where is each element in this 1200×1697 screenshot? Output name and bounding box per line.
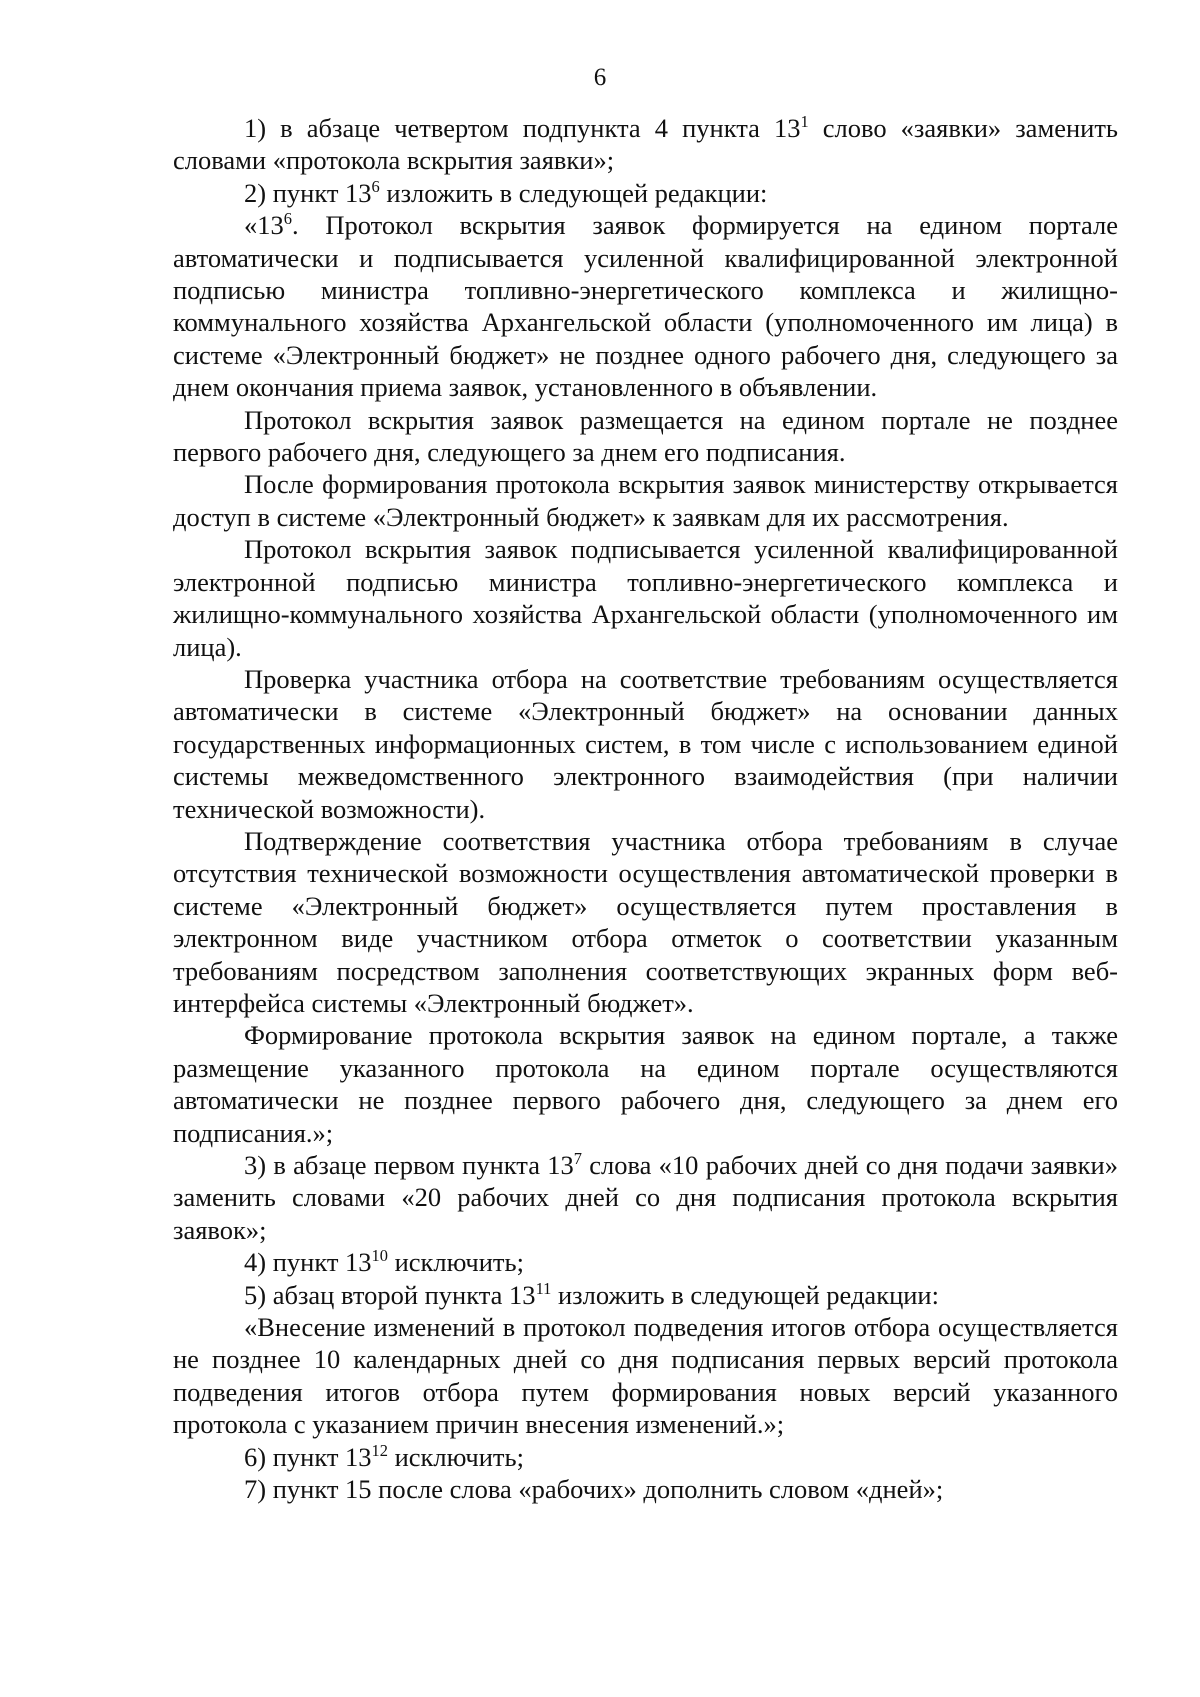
- paragraph-access-opening: После формирования протокола вскрытия заявок министерству открывается доступ в системе «Электронный бюджет» к заявкам для их рассмотрения.: [173, 469, 1118, 532]
- paragraph-item-3: 3) в абзаце первом пункта $13^7$ слова «10 рабочих дней со дня подачи заявки» заменить словами «20 рабочих дней со дня подписания протокола вскрытия заявок»;: [173, 1148, 1118, 1245]
- paragraph-item-7: 7) пункт 15 после слова «рабочих» дополнить словом «дней»;: [244, 1474, 944, 1505]
- superscript: 7: [573, 1148, 582, 1168]
- superscript: 1: [800, 111, 809, 131]
- paragraph-quote-amendments: «Внесение изменений в протокол подведения итогов отбора осуществляется не позднее 10 календарных дней со дня подписания первых версий протокола подведения итогов отбора путем формирования новых версий указанного протокола с указанием причин внесения изменений.»;: [173, 1312, 1118, 1440]
- superscript: 10: [371, 1246, 388, 1266]
- paragraph-protocol-signing: Протокол вскрытия заявок подписывается усиленной квалифицированной электронной подписью министра топливно-энергетического комплекса и жилищно-коммунального хозяйства Архангельской области (уполномоченного им лица).: [173, 534, 1118, 662]
- paragraph-compliance-confirmation: Подтверждение соответствия участника отбора требованиям в случае отсутствия технической возможности осуществления автоматической проверки в системе «Электронный бюджет» осуществляется путем проставления в электронном виде участником отбора отметок о соответствии указанным требованиям посредством заполнения соответствующих экранных форм веб-интерфейса системы «Электронный бюджет».: [173, 825, 1118, 1018]
- paragraph-quote-13-6: «$13^6$. Протокол вскрытия заявок формируется на едином портале автоматически и подписывается усиленной квалифицированной электронной подписью министра топливно-энергетического комплекса и жилищно-коммунального хозяйства Архангельской области (уполномоченного им лица) в системе «Электронный бюджет» не позднее одного рабочего дня, следующего за днем окончания приема заявок, установленного в объявлении.: [173, 209, 1118, 403]
- document-body: [173, 112, 1118, 1505]
- superscript: 12: [371, 1440, 388, 1460]
- paragraph-protocol-formation: Формирование протокола вскрытия заявок на едином портале, а также размещение указанного протокола на едином портале осуществляются автоматически не позднее первого рабочего дня, следующего за днем его подписания.»;: [173, 1020, 1118, 1148]
- superscript: 6: [283, 209, 292, 229]
- paragraph-item-5: 5) абзац второй пункта $13^{11}$ изложить в следующей редакции:: [244, 1278, 939, 1310]
- paragraph-item-4: 4) пункт $13^{10}$ исключить;: [244, 1246, 524, 1278]
- page-number: 6: [593, 64, 607, 91]
- superscript: 11: [535, 1278, 552, 1298]
- paragraph-item-1: 1) в абзаце четвертом подпункта 4 пункта $13^1$ слово «заявки» заменить словами «протокола вскрытия заявки»;: [173, 111, 1118, 176]
- superscript: 6: [371, 176, 380, 196]
- paragraph-participant-check: Проверка участника отбора на соответствие требованиям осуществляется автоматически в системе «Электронный бюджет» на основании данных государственных информационных систем, в том числе с использованием единой системы межведомственного электронного взаимодействия (при наличии технической возможности).: [173, 663, 1118, 824]
- paragraph-item-2: 2) пункт $13^6$ изложить в следующей редакции:: [244, 176, 768, 208]
- paragraph-item-6: 6) пункт $13^{12}$ исключить;: [244, 1440, 524, 1472]
- paragraph-protocol-posting: Протокол вскрытия заявок размещается на едином портале не позднее первого рабочего дня, следующего за днем его подписания.: [173, 404, 1118, 468]
